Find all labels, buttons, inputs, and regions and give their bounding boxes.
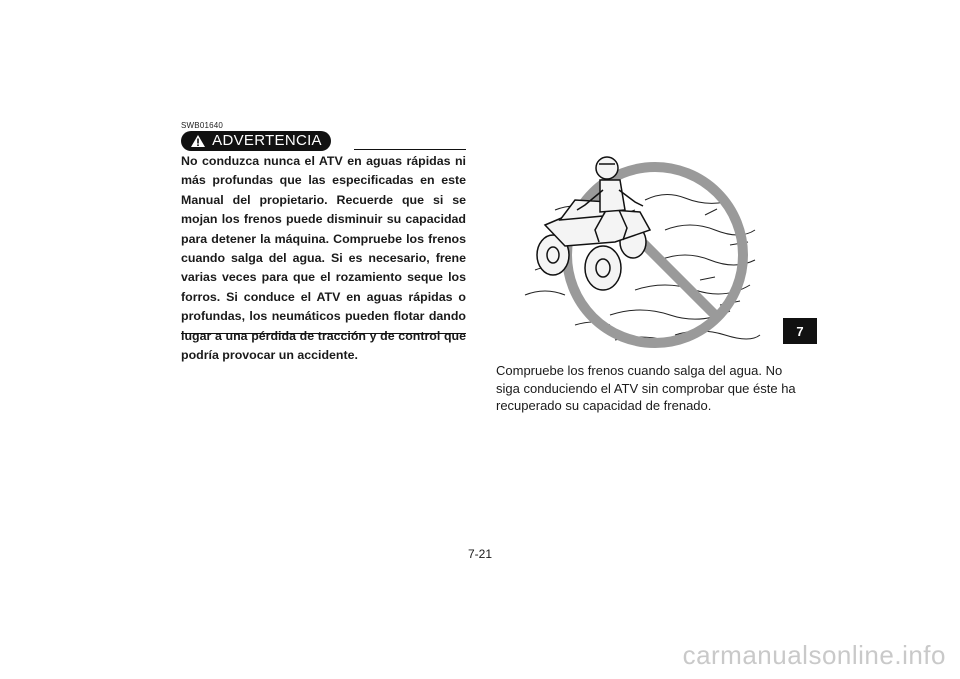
atv-rider-prohibited-icon [515,150,765,350]
warning-code: SWB01640 [181,121,224,130]
warning-label: ADVERTENCIA [212,132,322,149]
warning-header-rule [354,149,466,150]
warning-bottom-rule [181,333,466,334]
page-number: 7-21 [467,547,493,561]
warning-triangle-icon [190,134,206,148]
warning-text: No conduzca nunca el ATV en aguas rápidas ni más profundas que las especificadas en este Manual del propietario. Recuerde que si se mojan los frenos puede disminuir su capacidad para detener la máquina. Compruebe los frenos cuando salga del agua. Si es necesario, frene varias veces para que el rozamiento seque los forros. Si conduce el ATV en aguas rápidas o profundas, los neumáticos pueden flotar dando lugar a una pérdida de tracción y de control que podría provocar un accidente. [181,154,466,363]
warning-header [181,131,466,151]
warning-badge [181,131,331,151]
caption-text: Compruebe los frenos cuando salga del agua. No siga conduciendo el ATV sin comprobar que éste ha recuperado su capacidad de frenado. [496,363,796,413]
chapter-tab: 7 [783,318,817,344]
watermark: carmanualsonline.info [682,640,946,670]
